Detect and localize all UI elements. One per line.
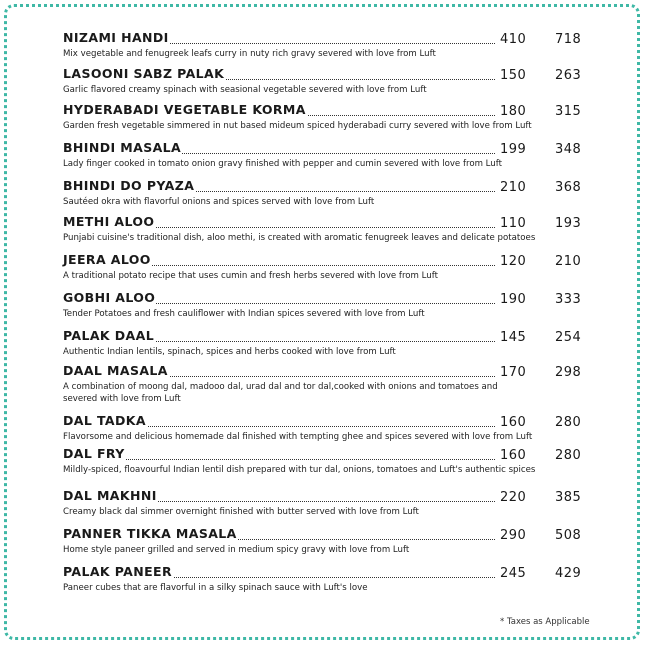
- dish-description: Creamy black dal simmer overnight finished with butter served with love from Luft: [63, 507, 419, 517]
- dish-name: LASOONI SABZ PALAK: [63, 66, 225, 81]
- dish-name: DAL MAKHNI: [63, 488, 157, 503]
- menu-item: [63, 102, 593, 140]
- price-full: 193: [555, 216, 582, 231]
- menu-item: [63, 252, 593, 290]
- price-full: 280: [555, 448, 582, 463]
- dish-description: Paneer cubes that are flavorful in a silky spinach sauce with Luft's love: [63, 583, 368, 593]
- dish-name: DAL TADKA: [63, 413, 146, 428]
- price-half: 170: [500, 365, 527, 380]
- dish-description: Mix vegetable and fenugreek leafs curry in nuty rich gravy severed with love from Luft: [63, 49, 436, 59]
- price-half: 220: [500, 490, 527, 505]
- price-full: 280: [555, 415, 582, 430]
- dish-name: NIZAMI HANDI: [63, 30, 169, 45]
- dish-description: A combination of moong dal, madooo dal, urad dal and tor dal,cooked with onions and tomatoes and severed with love from Luft: [63, 382, 498, 404]
- price-full: 718: [555, 32, 582, 47]
- menu-item: [63, 30, 593, 66]
- price-full: 368: [555, 180, 582, 195]
- menu-item: [63, 214, 593, 252]
- dish-name: BHINDI MASALA: [63, 140, 182, 155]
- dish-description: Flavorsome and delicious homemade dal finished with tempting ghee and spices severed with love from Luft: [63, 432, 533, 442]
- menu-item: [63, 413, 593, 446]
- price-full: 254: [555, 330, 582, 345]
- price-full: 315: [555, 104, 582, 119]
- dish-name: METHI ALOO: [63, 214, 155, 229]
- dish-name: JEERA ALOO: [63, 252, 151, 267]
- price-half: 180: [500, 104, 527, 119]
- dish-description: Garlic flavored creamy spinach with seasional vegetable severed with love from Luft: [63, 85, 427, 95]
- dish-description: Home style paneer grilled and served in medium spicy gravy with love from Luft: [63, 545, 410, 555]
- dish-description: Garden fresh vegetable simmered in nut based mideum spiced hyderabadi curry severed with love from Luft: [63, 121, 532, 131]
- dish-name: GOBHI ALOO: [63, 290, 156, 305]
- dish-name: PALAK DAAL: [63, 328, 155, 343]
- price-full: 508: [555, 528, 582, 543]
- price-half: 190: [500, 292, 527, 307]
- menu-item: [63, 488, 593, 526]
- menu-item: [63, 526, 593, 564]
- price-half: 245: [500, 566, 527, 581]
- price-full: 298: [555, 365, 582, 380]
- price-full: 210: [555, 254, 582, 269]
- price-full: 385: [555, 490, 582, 505]
- menu-item: [63, 66, 593, 102]
- dish-description: Authentic Indian lentils, spinach, spices and herbs cooked with love from Luft: [63, 347, 396, 357]
- menu-item: [63, 446, 593, 488]
- price-half: 110: [500, 216, 527, 231]
- price-half: 145: [500, 330, 527, 345]
- price-half: 160: [500, 448, 527, 463]
- dish-description: A traditional potato recipe that uses cumin and fresh herbs severed with love from Luft: [63, 271, 438, 281]
- dish-name: BHINDI DO PYAZA: [63, 178, 195, 193]
- dish-description: Tender Potatoes and fresh cauliflower with Indian spices severed with love from Luft: [63, 309, 425, 319]
- price-half: 210: [500, 180, 527, 195]
- dish-description: Sautéed okra with flavorful onions and spices served with love from Luft: [63, 197, 375, 207]
- dish-description: Punjabi cuisine's traditional dish, aloo methi, is created with aromatic fenugreek leaves and delicate potatoes: [63, 233, 536, 243]
- price-full: 263: [555, 68, 582, 83]
- menu-item: [63, 178, 593, 214]
- price-half: 290: [500, 528, 527, 543]
- dish-name: DAAL MASALA: [63, 363, 168, 378]
- menu-item: [63, 328, 593, 363]
- dish-name: PALAK PANEER: [63, 564, 173, 579]
- price-full: 348: [555, 142, 582, 157]
- price-half: 199: [500, 142, 527, 157]
- dish-name: DAL FRY: [63, 446, 125, 461]
- price-half: 410: [500, 32, 527, 47]
- menu-item: [63, 564, 593, 600]
- dish-description: Lady finger cooked in tomato onion gravy finished with pepper and cumin severed with love from Luft: [63, 159, 503, 169]
- leader-line: [63, 458, 495, 460]
- price-full: 333: [555, 292, 582, 307]
- dish-name: PANNER TIKKA MASALA: [63, 526, 237, 541]
- menu-item: [63, 140, 593, 178]
- price-full: 429: [555, 566, 582, 581]
- price-half: 160: [500, 415, 527, 430]
- dish-description: Mildly-spiced, floavourful Indian lentil dish prepared with tur dal, onions, tomatoes and Luft's authentic spices: [63, 465, 536, 475]
- menu-item: [63, 290, 593, 328]
- price-half: 150: [500, 68, 527, 83]
- price-half: 120: [500, 254, 527, 269]
- menu-list: [63, 30, 593, 600]
- dish-name: HYDERABADI VEGETABLE KORMA: [63, 102, 306, 117]
- taxes-note: * Taxes as Applicable: [500, 617, 590, 627]
- menu-item: [63, 363, 593, 413]
